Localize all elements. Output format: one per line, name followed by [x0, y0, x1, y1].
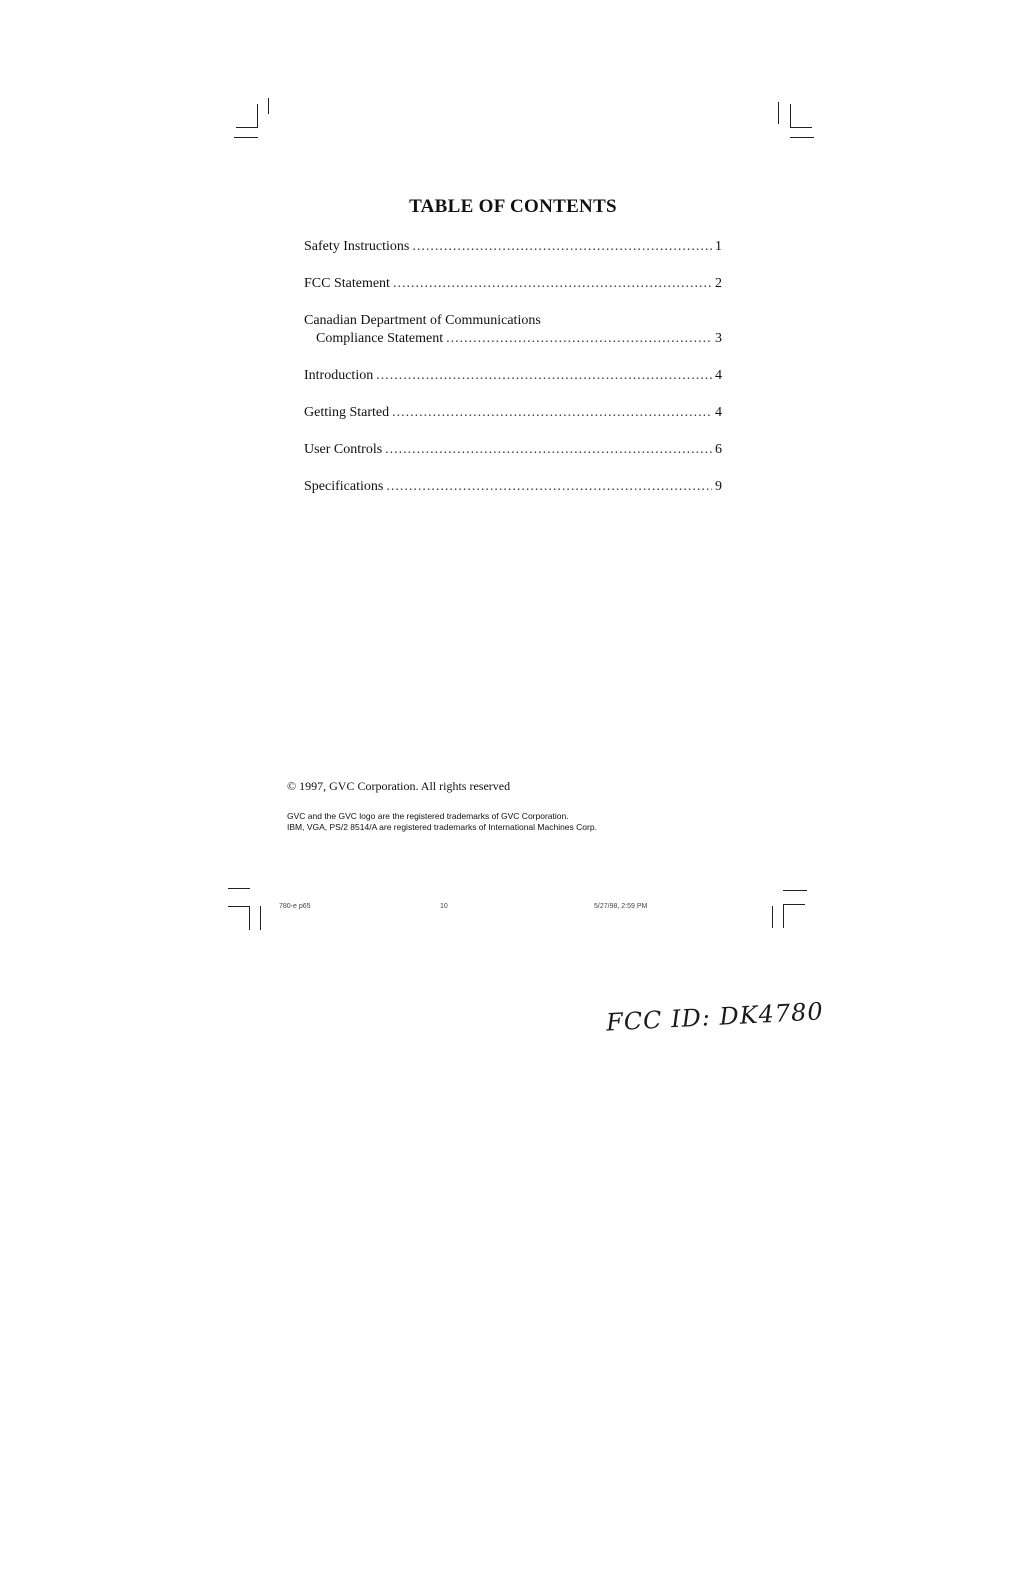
trademark-line-ibm: IBM, VGA, PS/2 8514/A are registered trademarks of International Machines Corp.: [287, 822, 597, 832]
toc-line: [304, 312, 722, 330]
toc-line: [304, 238, 722, 256]
toc-entry-page: 9: [715, 479, 722, 494]
toc-entry: [304, 478, 722, 496]
page-title: TABLE OF CONTENTS: [409, 195, 617, 217]
copyright-notice: © 1997, GVC Corporation. All rights reserved: [287, 779, 511, 793]
toc-entry: [304, 312, 722, 348]
toc-leader-dots: [412, 238, 712, 256]
toc-line: [304, 330, 722, 348]
toc-entry: [304, 367, 722, 385]
toc-entry-label: Introduction: [304, 368, 374, 383]
toc-entry-page: 1: [715, 239, 722, 254]
toc-entry-page: 4: [715, 405, 722, 420]
toc-entry-label: Safety Instructions: [304, 239, 410, 254]
footer-page-number: 10: [440, 903, 448, 910]
footer-timestamp: 5/27/98, 2:59 PM: [594, 903, 648, 910]
footer-filename: 780-e p65: [279, 903, 311, 910]
trademark-line-gvc: GVC and the GVC logo are the registered trademarks of GVC Corporation.: [287, 811, 569, 821]
toc-entry: [304, 275, 722, 293]
toc-entry: [304, 441, 722, 459]
toc-leader-dots: [385, 441, 712, 459]
toc-line: [304, 275, 722, 293]
toc-entry-label: FCC Statement: [304, 276, 390, 291]
toc-leader-dots: [392, 404, 712, 422]
toc-entry: [304, 404, 722, 422]
toc-entry-page: 6: [715, 442, 722, 457]
toc-entry-label: Getting Started: [304, 405, 390, 420]
toc-line: [304, 441, 722, 459]
toc-leader-dots: [386, 478, 712, 496]
toc-entry: [304, 238, 722, 256]
toc-leader-dots: [393, 275, 712, 293]
toc-line: [304, 404, 722, 422]
toc-entry-label: Compliance Statement: [316, 331, 444, 346]
trademark-notice: [287, 811, 597, 833]
toc-line: [304, 478, 722, 496]
table-of-contents: [304, 238, 722, 515]
toc-leader-dots: [446, 330, 712, 348]
toc-leader-dots: [376, 367, 712, 385]
toc-entry-page: 2: [715, 276, 722, 291]
toc-entry-label: Specifications: [304, 479, 384, 494]
handwritten-fcc-id: FCC ID: DK4780: [605, 997, 825, 1037]
toc-entry-label: User Controls: [304, 442, 383, 457]
toc-line: [304, 367, 722, 385]
toc-entry-page: 3: [715, 331, 722, 346]
toc-entry-label: Canadian Department of Communications: [304, 313, 541, 328]
toc-entry-page: 4: [715, 368, 722, 383]
